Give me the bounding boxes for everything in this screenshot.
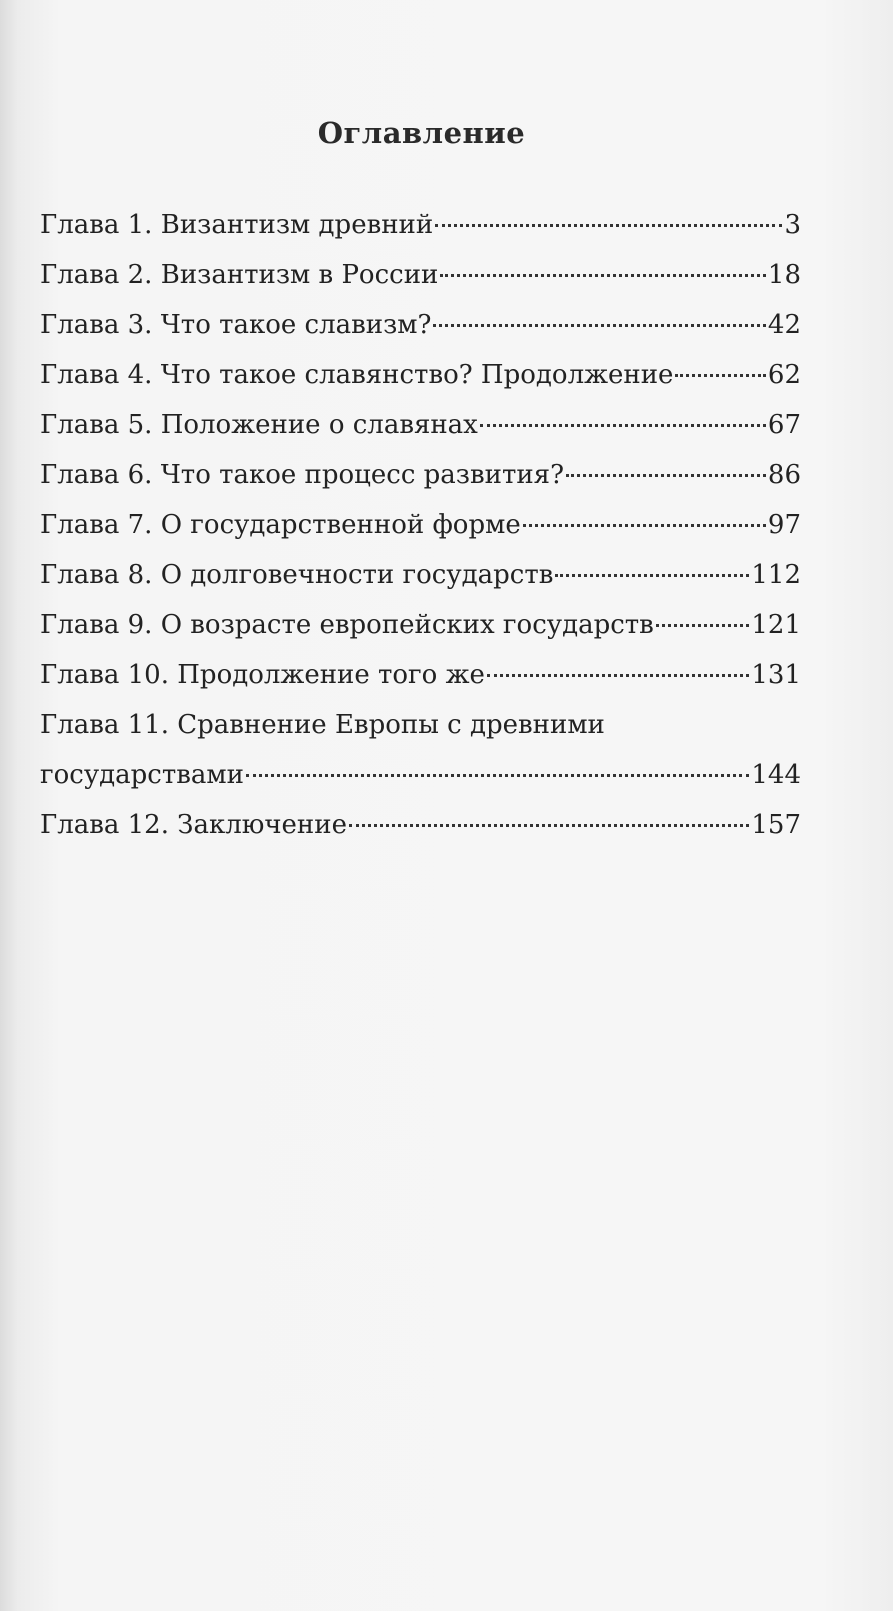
toc-entry-12 [40,800,801,850]
toc-entry-page: 112 [751,560,801,590]
toc-entry-10 [40,650,801,700]
toc-entry-3 [40,300,801,350]
dot-leader [349,824,749,827]
toc-entry-7 [40,500,801,550]
toc-entry-label: Глава 10. Продолжение того же [40,660,485,690]
dot-leader [656,624,750,627]
toc-entry-2 [40,250,801,300]
dot-leader [487,674,749,677]
toc-entry-page: 18 [767,260,801,290]
toc-entry-label: Глава 9. О возрасте европейских государств [40,610,654,640]
toc-entry-8 [40,550,801,600]
toc-entry-page: 144 [751,760,801,790]
toc-entry-label: Глава 1. Византизм древний [40,210,434,240]
toc-entry-label: Глава 3. Что такое славизм? [40,310,432,340]
table-of-contents [40,200,801,850]
toc-entry-page: 97 [767,510,801,540]
toc-entry-11 [40,750,801,800]
toc-entry-11-line1: Глава 11. Сравнение Европы с древними [40,710,605,740]
dot-leader [480,424,766,427]
toc-entry-page: 131 [751,660,801,690]
toc-entry-1 [40,200,801,250]
dot-leader [555,574,749,577]
toc-entry-label: Глава 2. Византизм в России [40,260,439,290]
dot-leader [675,374,765,377]
page-title: Оглавление [317,116,526,150]
toc-entry-page: 3 [784,210,801,240]
dot-leader [433,324,765,327]
toc-entry-label: Глава 4. Что такое славянство? Продолжение [40,360,674,390]
dot-leader [566,474,766,477]
dot-leader [435,224,782,227]
dot-leader [523,524,766,527]
toc-entry-label: Глава 6. Что такое процесс развития? [40,460,565,490]
toc-entry-5 [40,400,801,450]
toc-entry-9 [40,600,801,650]
toc-entry-label: Глава 7. О государственной форме [40,510,521,540]
toc-entry-page: 157 [751,810,801,840]
dot-leader [246,774,749,777]
toc-entry-page: 67 [767,410,801,440]
toc-entry-6 [40,450,801,500]
toc-entry-page: 86 [767,460,801,490]
toc-entry-page: 42 [767,310,801,340]
toc-entry-label: Глава 8. О долговечности государств [40,560,554,590]
toc-entry-page: 121 [751,610,801,640]
toc-entry-label: государствами [40,760,244,790]
toc-entry-label: Глава 5. Положение о славянах [40,410,478,440]
toc-entry-label: Глава 12. Заключение [40,810,347,840]
toc-entry-page: 62 [767,360,801,390]
dot-leader [440,274,766,277]
toc-entry-4 [40,350,801,400]
